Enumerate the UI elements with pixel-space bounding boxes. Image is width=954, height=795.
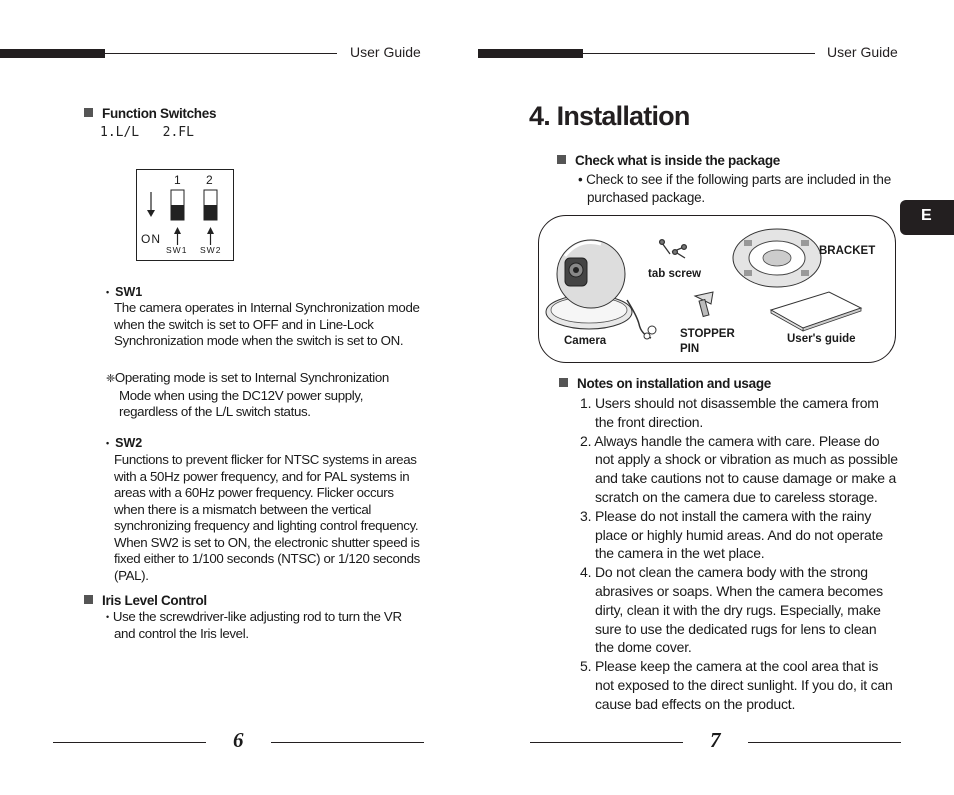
dip-switch-diagram [136, 169, 234, 261]
left-page-number: 6 [233, 728, 244, 752]
tab-screw-label: tab screw [648, 268, 702, 280]
stopper-pin-illustration [695, 292, 713, 317]
iris-text: • Use the screwdriver-like adjusting rod to turn the VR and control the Iris level. [106, 609, 402, 641]
list-item: 1. Users should not disassemble the camera from the front direction. [580, 395, 879, 430]
dot-bullet-icon: • [106, 438, 110, 448]
users-guide-label: User's guide [787, 333, 856, 345]
function-switches-subtitle: 1.L/L 2.FL [100, 125, 194, 140]
left-header-label: User Guide [350, 44, 421, 60]
sw1-text: The camera operates in Internal Synchronization mode when the switch is set to OFF and in Line-Lock Synchronization mode when the switch is set to ON. [114, 300, 420, 348]
right-page-number: 7 [710, 728, 721, 752]
notes-heading: Notes on installation and usage [559, 376, 771, 391]
stopper-pin-label: STOPPER PIN [680, 328, 735, 355]
language-tab-e [900, 200, 954, 235]
page-title: 4. Installation [529, 101, 690, 131]
right-footer-rule-b [748, 742, 901, 743]
notes-list [580, 394, 898, 714]
dot-bullet-icon: • [106, 287, 110, 297]
bracket-illustration [733, 229, 821, 287]
sw2-heading: • SW2 [106, 436, 143, 450]
package-contents-box [538, 215, 896, 363]
left-header-rule [105, 53, 337, 54]
tab-screw-illustration [660, 240, 687, 258]
right-header-label: User Guide [827, 44, 898, 60]
language-tab-label: E [921, 207, 932, 224]
camera-label: Camera [564, 335, 607, 347]
left-header-bar [0, 49, 105, 58]
check-package-text: • Check to see if the following parts are included in the purchased package. [578, 172, 892, 205]
square-bullet-icon [559, 378, 568, 387]
list-item: 3. Please do not install the camera with the rainy place or highly humid areas. And do not operate the camera in the wet place. [580, 507, 883, 562]
list-item: 2. Always handle the camera with care. Please do not apply a shock or vibration as much as possible and take cautions not to cause damage or make a scratch on the camera due to careless storage. [580, 432, 898, 505]
right-footer-rule-a [530, 742, 683, 743]
users-guide-illustration [771, 292, 861, 331]
dip-num-2: 2 [206, 173, 213, 187]
iris-heading: Iris Level Control [84, 593, 207, 608]
dip-sw2-label: SW2 [200, 245, 222, 255]
camera-illustration [546, 240, 656, 339]
note-symbol-icon: ❈ [106, 373, 115, 385]
sw2-text: Functions to prevent flicker for NTSC systems in areas with a 50Hz power frequency, and for PAL systems in areas with a 60Hz power frequency. Flicker occurs when there is a mismatch between the vertical synchronizing frequency and lighting control frequency. When SW2 is set to ON, the electronic shutter speed is fixed either to 1/100 seconds (NTSC) or 1/120 seconds (PAL). [114, 452, 420, 583]
square-bullet-icon [557, 155, 566, 164]
right-header-rule [583, 53, 815, 54]
dip-num-1: 1 [174, 173, 181, 187]
left-footer-rule-a [53, 742, 206, 743]
right-header-bar [478, 49, 583, 58]
dip-sw1-label: SW1 [166, 245, 188, 255]
bracket-label: BRACKET [819, 245, 876, 257]
dot-bullet-icon: • [106, 612, 109, 622]
note-block [106, 370, 419, 421]
list-item: 4. Do not clean the camera body with the strong abrasives or soaps. When the camera becomes dirty, clean it with the dry rugs. Especially, make sure to use the dedicated rugs for lens to clean the dome cover. [580, 564, 883, 656]
function-switches-heading: Function Switches [84, 106, 216, 121]
dip-on-label: ON [141, 232, 161, 246]
sw1-heading: • SW1 [106, 285, 143, 299]
check-package-heading: Check what is inside the package [557, 153, 780, 168]
note-text: Operating mode is set to Internal Synchronization Mode when using the DC12V power supply, regardless of the L/L switch status. [114, 370, 389, 419]
square-bullet-icon [84, 595, 93, 604]
square-bullet-icon [84, 108, 93, 117]
list-item: 5. Please keep the camera at the cool area that is not exposed to the direct sunlight. If you do, it can cause bad effects on the product. [580, 658, 893, 712]
left-footer-rule-b [271, 742, 424, 743]
